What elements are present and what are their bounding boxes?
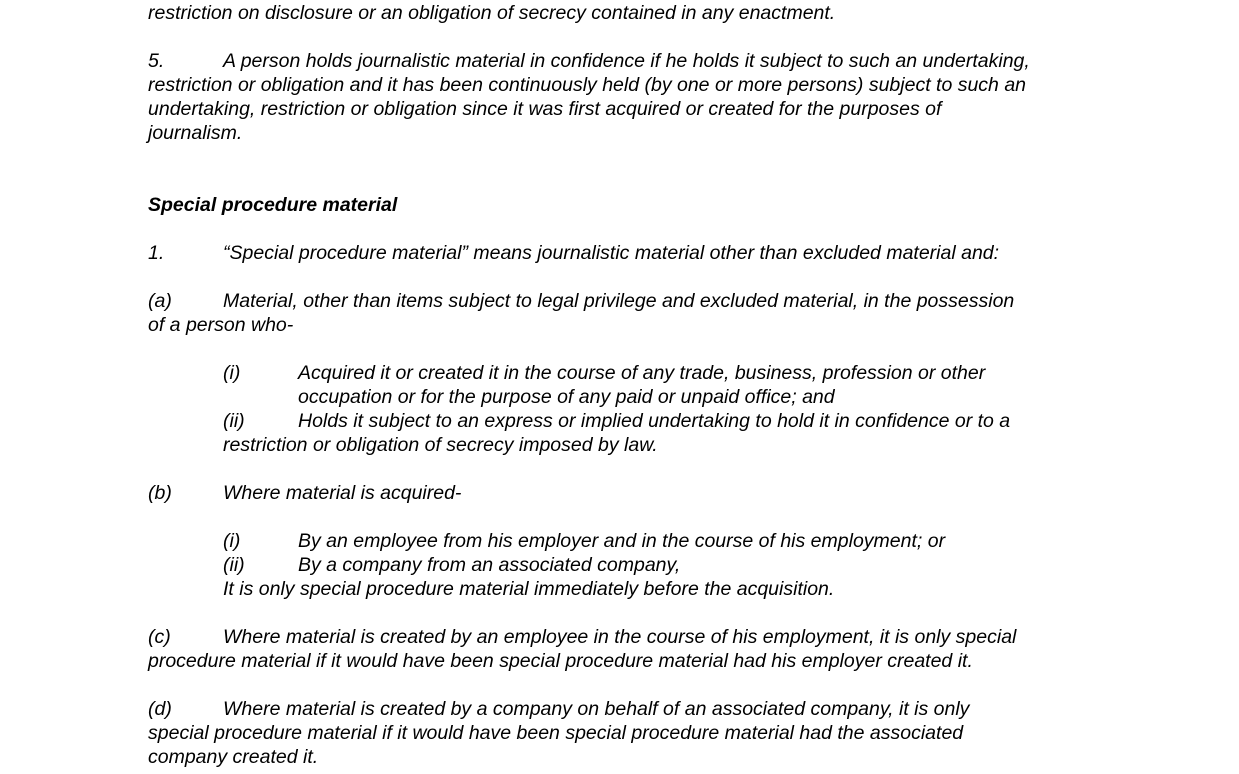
paragraph-number: 5. [148, 50, 165, 72]
item-number: (d) [148, 698, 172, 720]
text-line: undertaking, restriction or obligation since it was first acquired or created for the purposes of [148, 98, 942, 120]
spacer [148, 265, 1093, 289]
text-line: occupation or for the purpose of any paid or unpaid office; and [298, 386, 835, 408]
text-line: restriction or obligation of secrecy imposed by law. [223, 434, 658, 456]
document-body [148, 1, 1093, 769]
spacer [148, 217, 1093, 241]
spacer [148, 457, 1093, 481]
subitem-number: (ii) [223, 554, 245, 576]
subitem-number: (i) [223, 530, 241, 552]
spacer [148, 673, 1093, 697]
text-line: A person holds journalistic material in confidence if he holds it subject to such an undertaking, [223, 50, 1030, 72]
text-line: Where material is acquired- [223, 482, 462, 504]
spacer [148, 601, 1093, 625]
paragraph-number: 1. [148, 242, 165, 264]
text-line: Holds it subject to an express or implied undertaking to hold it in confidence or to a [298, 410, 1011, 432]
text-line: By a company from an associated company, [298, 554, 681, 576]
text-line: journalism. [148, 122, 243, 144]
text-line: It is only special procedure material immediately before the acquisition. [223, 578, 835, 600]
item-b-i-line-1 [148, 529, 1093, 553]
spacer [148, 145, 1093, 193]
text-line: of a person who- [148, 314, 294, 336]
spacer [148, 25, 1093, 49]
spacer [148, 337, 1093, 361]
subitem-number: (i) [223, 362, 241, 384]
text-line: Where material is created by a company on behalf of an associated company, it is only [223, 698, 970, 720]
paragraph-1 [148, 241, 1093, 265]
text-line: restriction on disclosure or an obligation of secrecy contained in any enactment. [148, 2, 836, 24]
spacer [148, 505, 1093, 529]
item-b-ii-line-1 [148, 553, 1093, 577]
item-c-line-1 [148, 625, 1093, 649]
item-b-line-1 [148, 481, 1093, 505]
subitem-number: (ii) [223, 410, 245, 432]
item-a-line-1 [148, 289, 1093, 313]
item-number: (b) [148, 482, 172, 504]
text-line: procedure material if it would have been special procedure material had his employer created it. [148, 650, 973, 672]
text-line: Where material is created by an employee in the course of his employment, it is only special [223, 626, 1017, 648]
text-line: restriction or obligation and it has been continuously held (by one or more persons) subject to such an [148, 74, 1027, 96]
paragraph-5-line-1 [148, 49, 1093, 73]
text-line: special procedure material if it would have been special procedure material had the associated [148, 722, 964, 744]
section-heading: Special procedure material [148, 194, 398, 216]
text-line: Acquired it or created it in the course of any trade, business, profession or other [298, 362, 986, 384]
item-d-line-1 [148, 697, 1093, 721]
item-number: (c) [148, 626, 171, 648]
item-number: (a) [148, 290, 172, 312]
item-a-ii-line-1 [148, 409, 1093, 433]
text-line: By an employee from his employer and in the course of his employment; or [298, 530, 946, 552]
text-line: Material, other than items subject to legal privilege and excluded material, in the possession [223, 290, 1015, 312]
item-a-i-line-1 [148, 361, 1093, 385]
text-line: “Special procedure material” means journalistic material other than excluded material and: [223, 242, 1000, 264]
text-line: company created it. [148, 746, 319, 768]
